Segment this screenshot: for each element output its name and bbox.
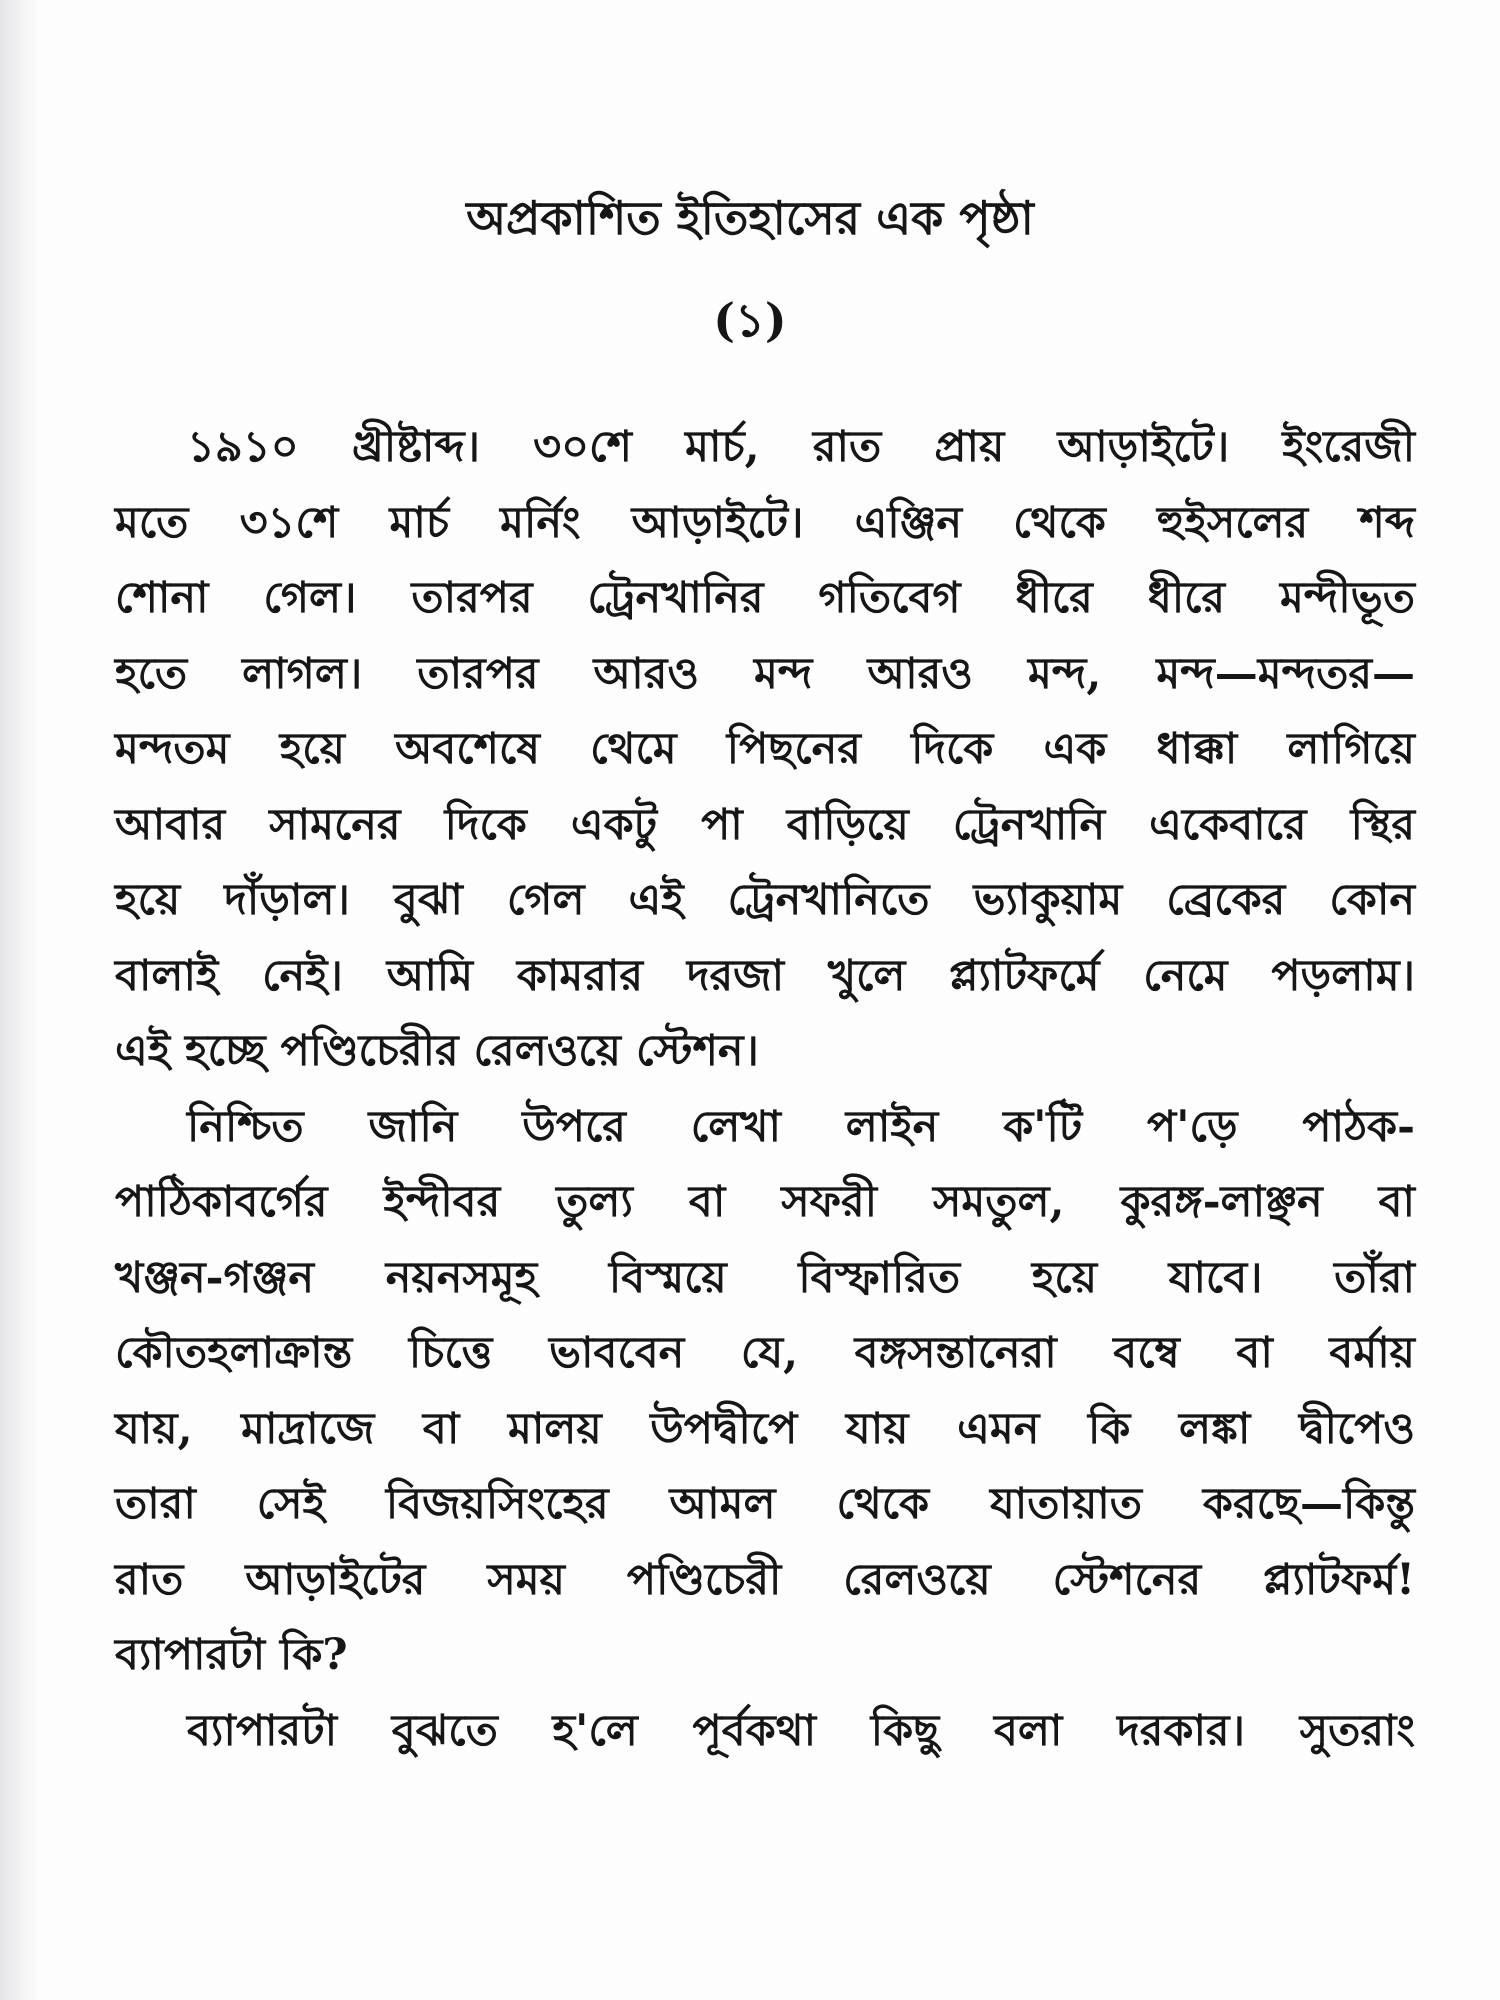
- body-text: [115, 410, 1415, 1769]
- text-line: যায়, মাদ্রাজে বা মালয় উপদ্বীপে যায় এমন কি লঙ্কা দ্বীপেও: [115, 1403, 1415, 1454]
- text-line: ব্যাপারটা বুঝতে হ'লে পূর্বকথা কিছু বলা দরকার। সুতরাং: [187, 1705, 1415, 1756]
- text-line: নিশ্চিত জানি উপরে লেখা লাইন ক'টি প'ড়ে পাঠক-: [187, 1101, 1415, 1152]
- paragraph-1: [115, 410, 1415, 1090]
- text-line: হতে লাগল। তারপর আরও মন্দ আরও মন্দ, মন্দ—মন্দতর—: [115, 648, 1415, 699]
- text-line: এই হচ্ছে পণ্ডিচেরীর রেলওয়ে স্টেশন।: [115, 1026, 759, 1076]
- text-line: বালাই নেই। আমি কামরার দরজা খুলে প্ল্যাটফর্মে নেমে পড়লাম।: [115, 950, 1415, 1001]
- chapter-number: (১): [713, 293, 787, 347]
- page-title: অপ্রকাশিত ইতিহাসের এক পৃষ্ঠা: [466, 191, 1034, 245]
- text-line: মতে ৩১শে মার্চ মর্নিং আড়াইটে। এঞ্জিন থেকে হুইসলের শব্দ: [115, 497, 1415, 548]
- text-line: হয়ে দাঁড়াল। বুঝা গেল এই ট্রেনখানিতে ভ্যাকুয়াম ব্রেকের কোন: [115, 875, 1415, 925]
- text-line: পাঠিকাবর্গের ইন্দীবর তুল্য বা সফরী সমতুল, কুরঙ্গ-লাঞ্ছন বা: [115, 1177, 1415, 1227]
- text-line: তারা সেই বিজয়সিংহের আমল থেকে যাতায়াত করছে—কিন্তু: [115, 1479, 1415, 1529]
- text-line: মন্দতম হয়ে অবশেষে থেমে পিছনের দিকে এক ধাক্কা লাগিয়ে: [115, 724, 1415, 774]
- text-line: খঞ্জন-গঞ্জন নয়নসমূহ বিস্ময়ে বিস্ফারিত হয়ে যাবে। তাঁরা: [115, 1252, 1415, 1303]
- text-line: কৌতহলাক্রান্ত চিত্তে ভাববেন যে, বঙ্গসন্তানেরা বম্বে বা বর্মায়: [115, 1328, 1415, 1378]
- text-line: রাত আড়াইটের সময় পণ্ডিচেরী রেলওয়ে স্টেশনের প্ল্যাটফর্ম!: [115, 1554, 1415, 1605]
- text-line: শোনা গেল। তারপর ট্রেনখানির গতিবেগ ধীরে ধীরে মন্দীভূত: [115, 573, 1415, 623]
- text-line: ব্যাপারটা কি?: [115, 1630, 348, 1680]
- paragraph-2: [115, 1090, 1415, 1694]
- text-line: ১৯১০ খ্রীষ্টাব্দ। ৩০শে মার্চ, রাত প্রায় আড়াইটে। ইংরেজী: [187, 422, 1415, 472]
- paragraph-3: [115, 1694, 1415, 1770]
- text-line: আবার সামনের দিকে একটু পা বাড়িয়ে ট্রেনখানি একেবারে স্থির: [115, 799, 1415, 850]
